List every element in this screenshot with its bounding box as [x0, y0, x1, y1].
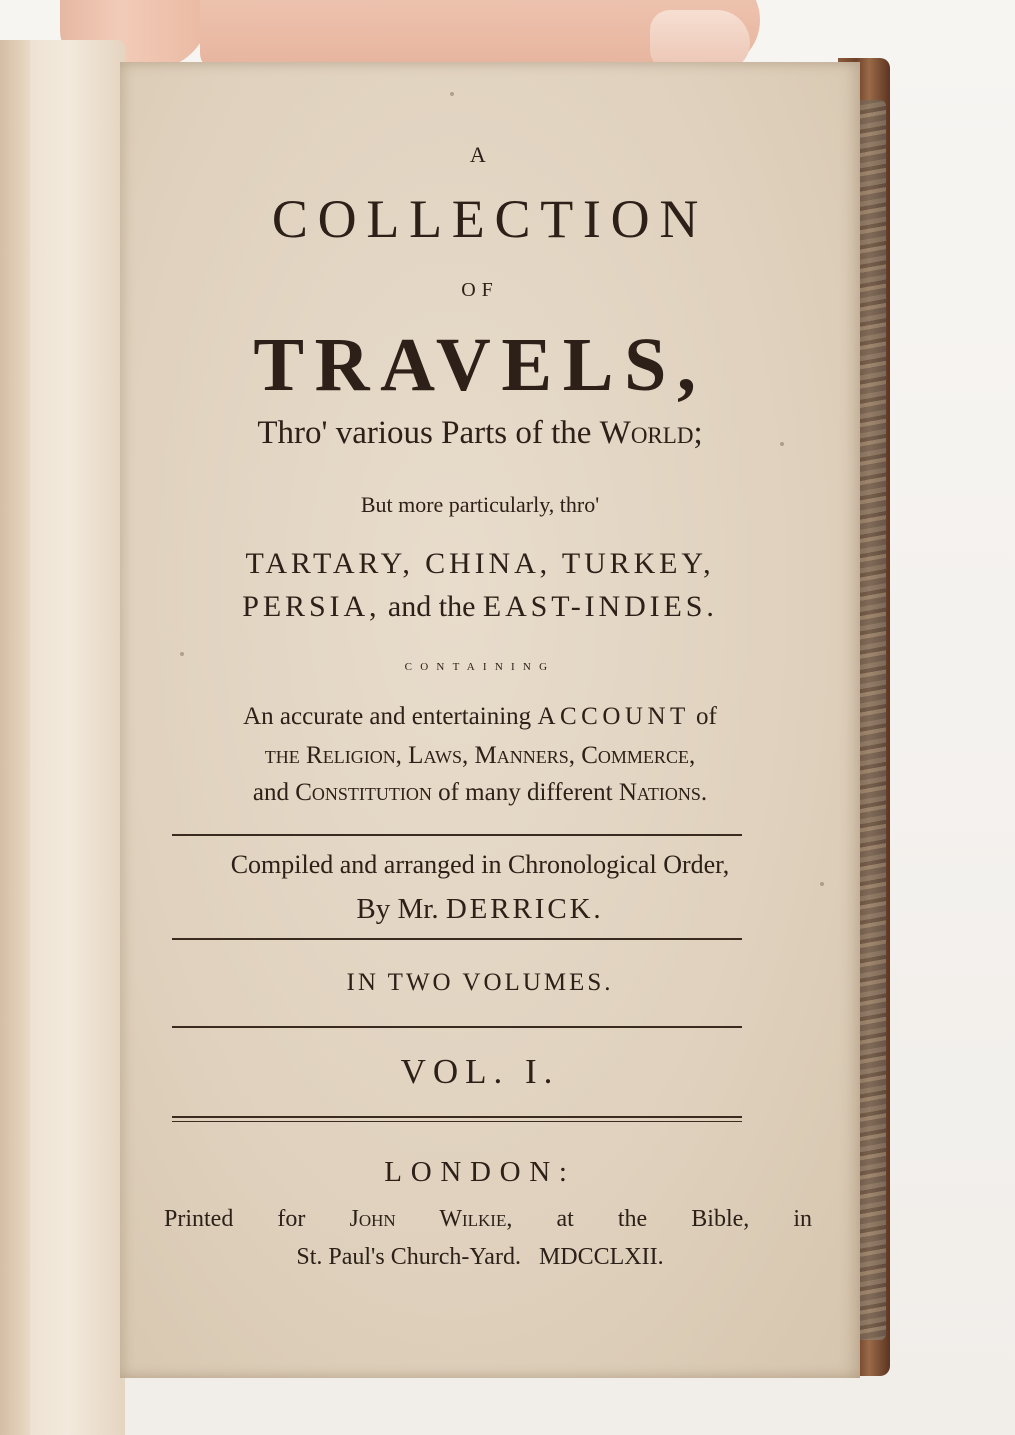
title-travels: TRAVELS, [253, 323, 707, 407]
subtitle-world: World [599, 415, 694, 451]
author-line [160, 895, 800, 924]
countries-line-2 [160, 592, 800, 622]
title-article: A [469, 142, 491, 167]
title-of: OF [461, 279, 499, 301]
account-word: ACCOUNT [537, 703, 690, 730]
divider-rule [172, 1026, 742, 1028]
paper-speck [820, 882, 824, 886]
author-name: DERRICK. [445, 893, 604, 925]
imprint-printer-line [164, 1207, 812, 1231]
account-many-different: of many different [438, 779, 613, 806]
country-persia: PERSIA, [242, 590, 381, 623]
account-line-3 [160, 780, 800, 805]
paper-speck [450, 92, 454, 96]
title-page [120, 62, 860, 1378]
divider-rule [172, 938, 742, 940]
countries-and-the: and the [387, 590, 476, 623]
subtitle-line [160, 417, 800, 450]
left-cover-edge [0, 40, 30, 1435]
divider-rule [172, 834, 742, 836]
account-of: of [696, 703, 717, 730]
imprint-year: MDCCLXII. [538, 1244, 664, 1270]
imprint-city: LONDON: [384, 1156, 576, 1188]
imprint-address-line [160, 1245, 800, 1269]
paper-speck [180, 652, 184, 656]
containing-line: containing [404, 658, 556, 674]
double-divider-rule [172, 1116, 742, 1122]
subtitle-suffix: ; [693, 415, 703, 451]
fingernail [650, 10, 750, 70]
account-line-2: the Religion, Laws, Manners, Commerce, [264, 742, 696, 769]
account-intro: An accurate and entertaining [243, 703, 532, 730]
subtitle-prefix: Thro' various Parts of the [257, 415, 592, 451]
title-collection: COLLECTION [271, 189, 709, 249]
particularly-line: But more particularly, thro' [360, 492, 600, 517]
country-east-indies: EAST-INDIES. [482, 590, 718, 623]
compiled-line: Compiled and arranged in Chronological Order, [230, 850, 730, 879]
imprint-address: St. Paul's Church-Yard. [296, 1244, 521, 1270]
account-line-1 [160, 704, 800, 729]
countries-line-1: TARTARY, CHINA, TURKEY, [245, 547, 715, 580]
account-and: and [252, 779, 289, 806]
imprint-printed-for: Printed for [164, 1206, 306, 1232]
author-prefix: By Mr. [356, 893, 439, 925]
account-constitution: Constitution [295, 779, 432, 806]
account-nations: Nations. [618, 779, 708, 806]
imprint-printer: John Wilkie, [349, 1206, 513, 1232]
marbled-board-edge [856, 100, 886, 1340]
volume-number: VOL. I. [400, 1052, 560, 1091]
volumes-line: IN TWO VOLUMES. [346, 969, 614, 996]
imprint-at-the-bible: at the Bible, in [556, 1206, 813, 1232]
